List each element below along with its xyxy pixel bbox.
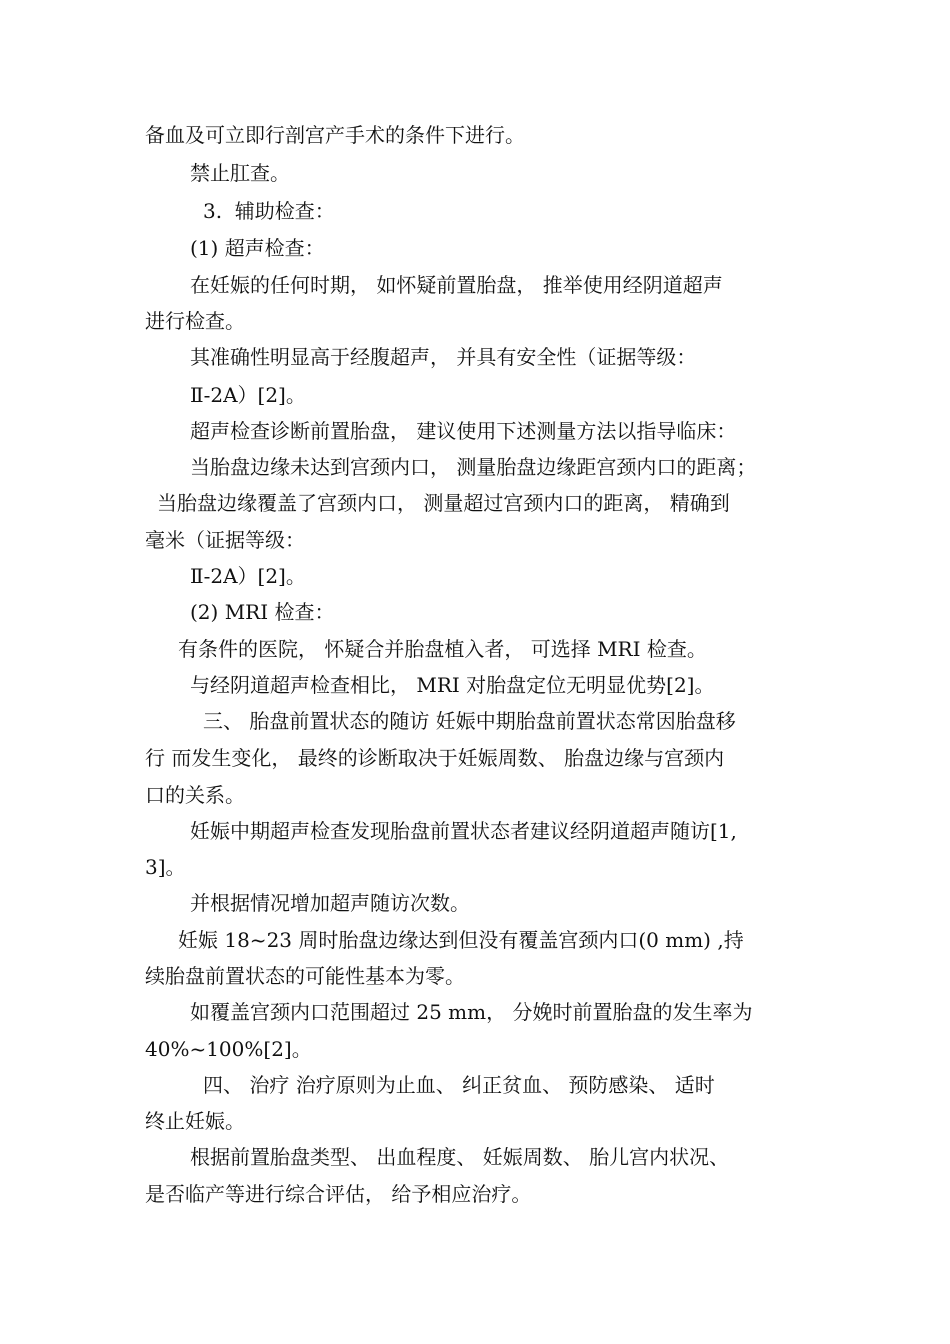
text-line: Ⅱ-2A）[2]。 [190, 383, 306, 407]
text-line: 当胎盘边缘覆盖了宫颈内口， 测量超过宫颈内口的距离， 精确到 [157, 491, 730, 515]
text-line: 妊娠中期超声检查发现胎盘前置状态者建议经阴道超声随访[1, [190, 819, 737, 843]
text-line: 行 而发生变化， 最终的诊断取决于妊娠周数、 胎盘边缘与宫颈内 [145, 746, 725, 770]
text-line: 如覆盖宫颈内口范围超过 25 mm， 分娩时前置胎盘的发生率为 [190, 1000, 753, 1024]
text-line: 进行检查。 [145, 309, 245, 333]
text-line: 超声检查诊断前置胎盘， 建议使用下述测量方法以指导临床： [190, 419, 737, 443]
text-line: 根据前置胎盘类型、 出血程度、 妊娠周数、 胎儿宫内状况、 [190, 1145, 730, 1169]
text-line: 四、 治疗 治疗原则为止血、 纠正贫血、 预防感染、 适时 [203, 1073, 715, 1097]
text-line: 口的关系。 [145, 783, 245, 807]
text-line: 妊娠 18~23 周时胎盘边缘达到但没有覆盖宫颈内口(0 mm) ,持 [178, 928, 744, 952]
text-line: (2) MRI 检查： [190, 600, 335, 624]
text-line: 在妊娠的任何时期， 如怀疑前置胎盘， 推举使用经阴道超声 [190, 273, 723, 297]
text-line: 与经阴道超声检查相比， MRI 对胎盘定位无明显优势[2]。 [190, 673, 715, 697]
text-line: 毫米（证据等级： [145, 528, 305, 552]
text-line: 备血及可立即行剖宫产手术的条件下进行。 [145, 123, 525, 147]
text-line: 40%~100%[2]。 [145, 1037, 312, 1061]
text-line: 三、 胎盘前置状态的随访 妊娠中期胎盘前置状态常因胎盘移 [203, 709, 736, 733]
text-line: 禁止肛查。 [190, 161, 290, 185]
text-line: Ⅱ-2A）[2]。 [190, 564, 306, 588]
text-line: 终止妊娠。 [145, 1109, 245, 1133]
text-line: 是否临产等进行综合评估， 给予相应治疗。 [145, 1182, 532, 1206]
text-line: 并根据情况增加超声随访次数。 [190, 891, 470, 915]
text-line: 续胎盘前置状态的可能性基本为零。 [145, 964, 465, 988]
text-line: 其准确性明显高于经腹超声， 并具有安全性（证据等级： [190, 345, 697, 369]
text-line: 3. 辅助检查： [203, 199, 335, 223]
text-line: 当胎盘边缘未达到宫颈内口， 测量胎盘边缘距宫颈内口的距离； [190, 455, 757, 479]
text-line: 3]。 [145, 855, 186, 879]
text-line: (1) 超声检查： [190, 236, 325, 260]
text-line: 有条件的医院， 怀疑合并胎盘植入者， 可选择 MRI 检查。 [178, 637, 707, 661]
